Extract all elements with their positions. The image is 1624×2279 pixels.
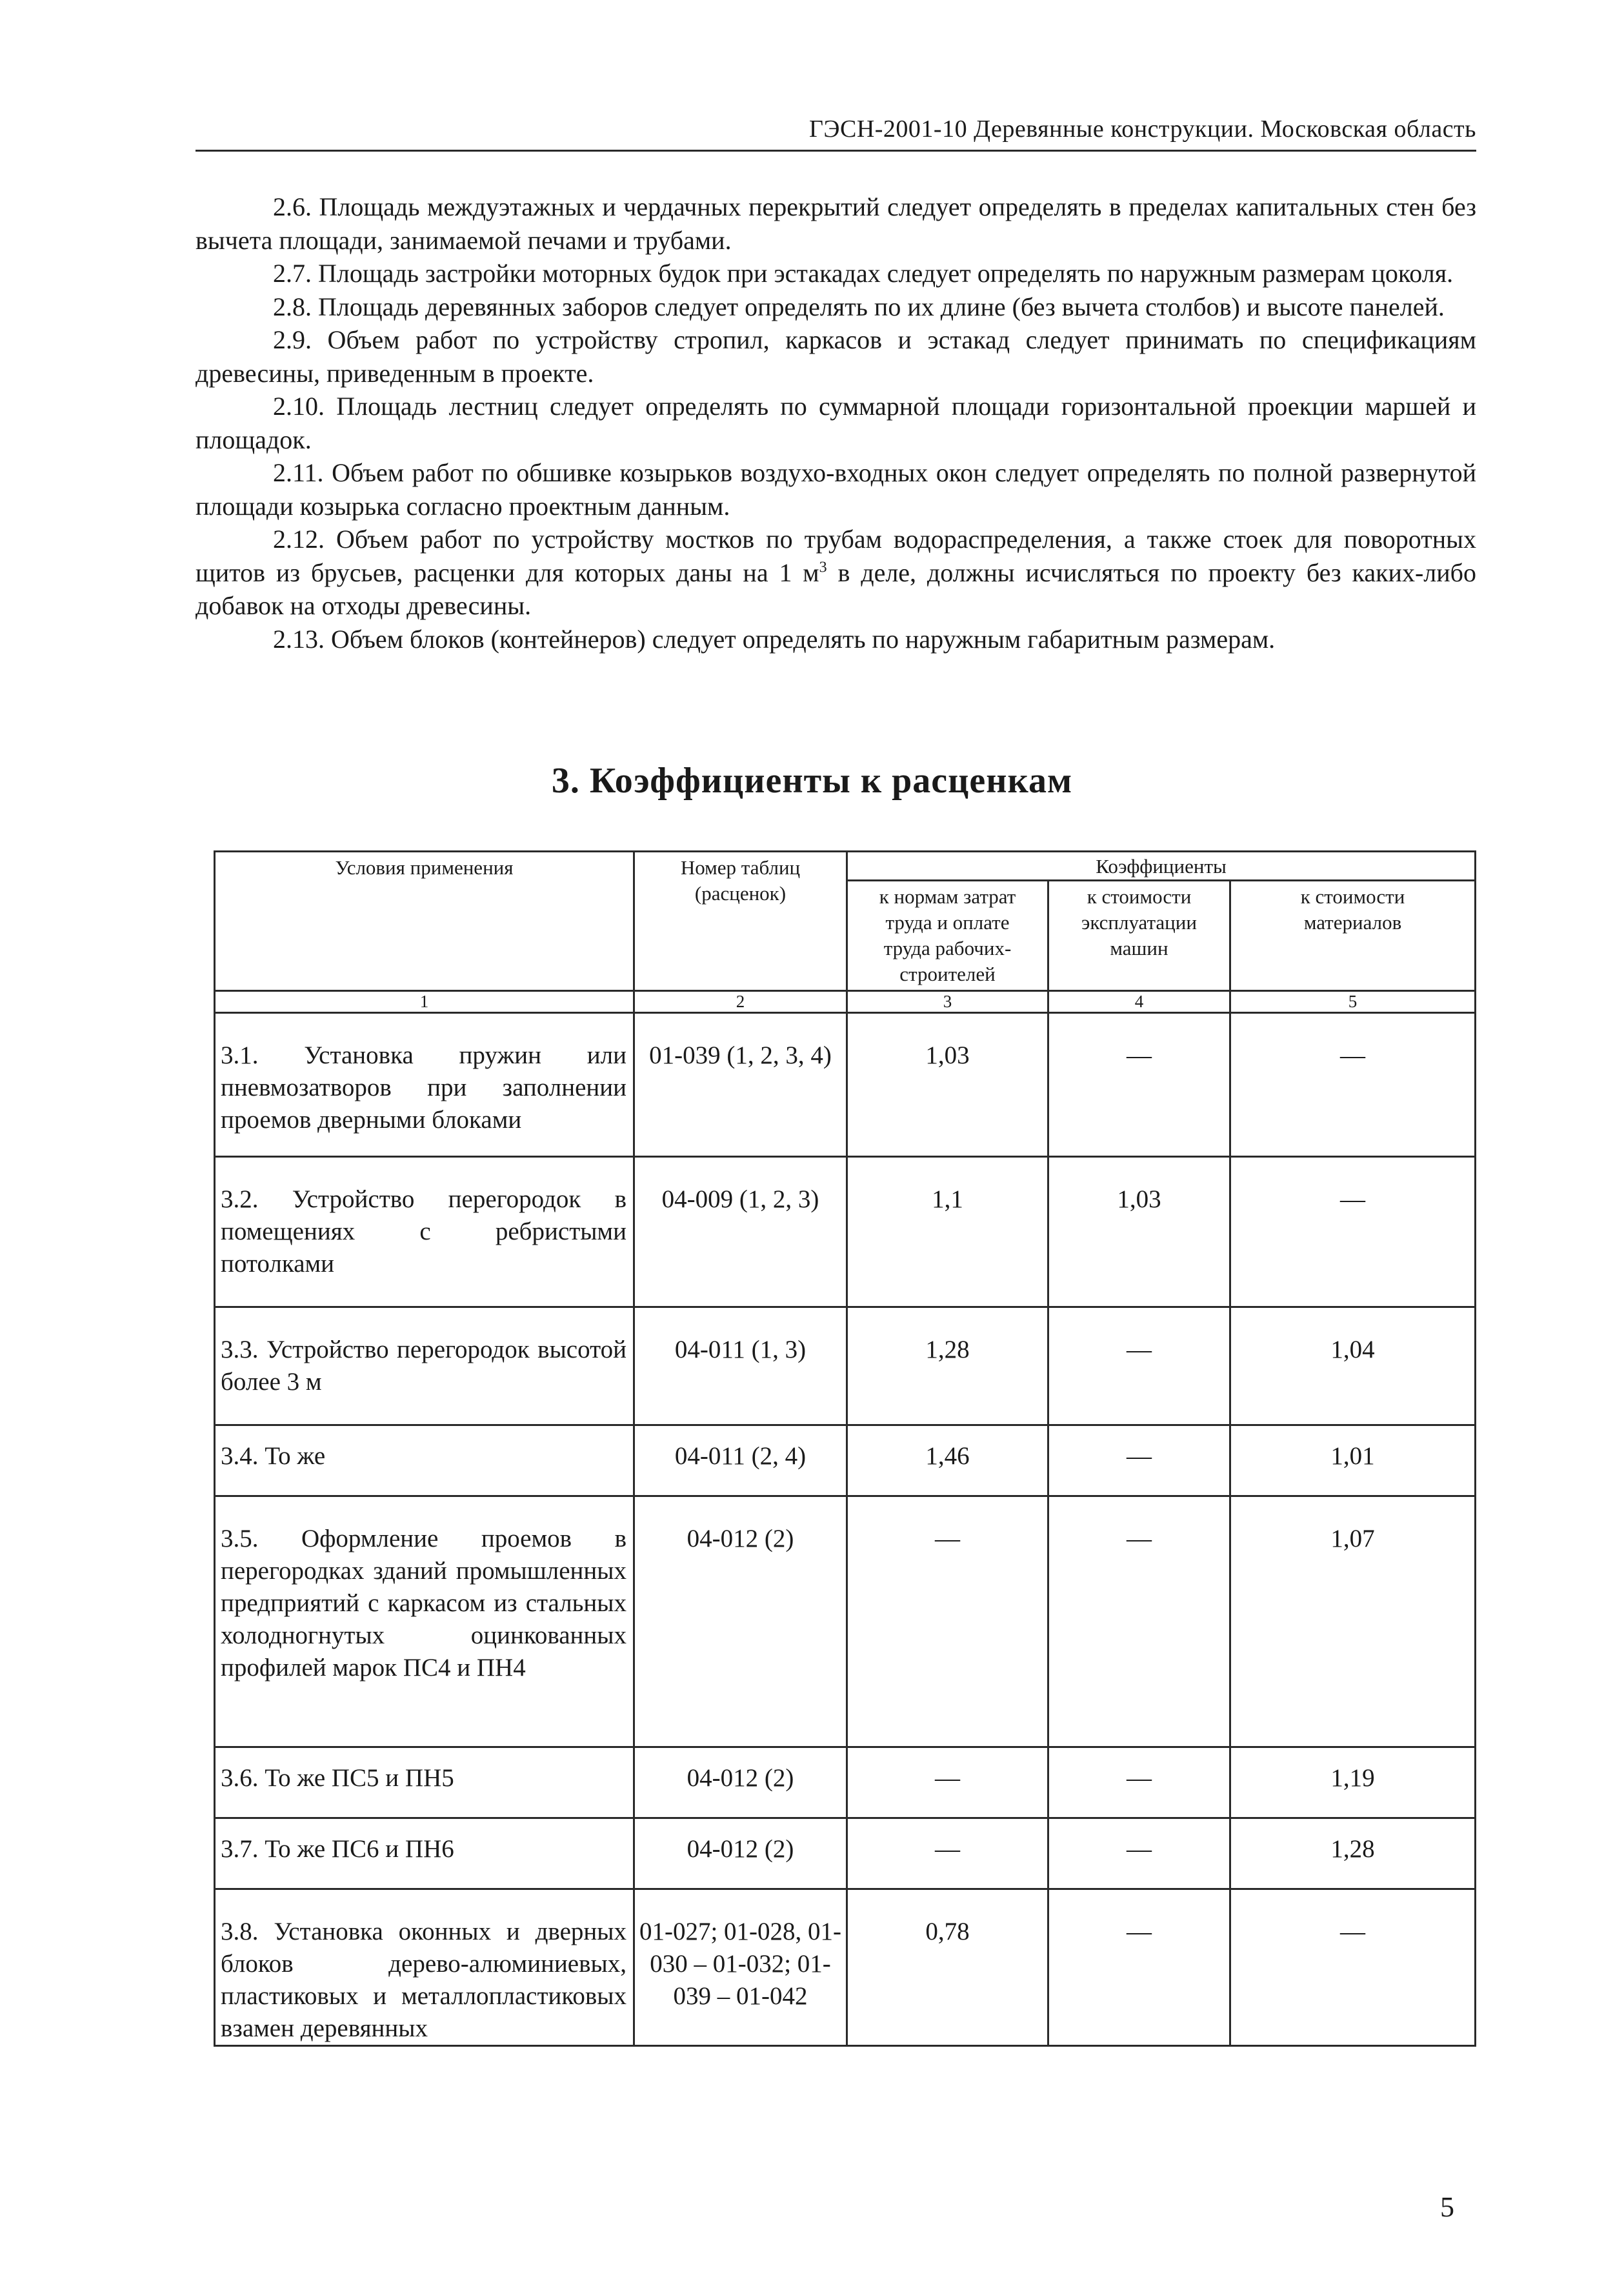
labor-coef-cell: 1,03 <box>847 1013 1048 1157</box>
condition-cell: 3.7. То же ПС6 и ПН6 <box>215 1818 634 1889</box>
section-title: 3. Коэффициенты к расценкам <box>551 761 1073 801</box>
labor-coef-cell: 1,1 <box>847 1157 1048 1307</box>
table-row <box>215 1496 1476 1747</box>
machines-coef-cell: — <box>1048 1496 1230 1747</box>
labor-coef-cell: — <box>847 1747 1048 1818</box>
condition-cell: 3.1. Установка пружин или пневмозатворов при заполнении проемов дверными блоками <box>215 1013 634 1157</box>
running-header: ГЭСН-2001-10 Деревянные конструкции. Московская область <box>808 115 1476 143</box>
tables-cell: 04-009 (1, 2, 3) <box>634 1157 847 1307</box>
body-text <box>195 190 1476 656</box>
labor-coef-cell: 1,46 <box>847 1425 1048 1496</box>
condition-cell: 3.5. Оформление проемов в перегородках зданий промышленных предприятий с каркасом из стальных холодногнутых оцинкованных профилей марок ПС4 и ПН4 <box>215 1496 634 1747</box>
tables-cell: 01-039 (1, 2, 3, 4) <box>634 1013 847 1157</box>
paragraph-2-13: 2.13. Объем блоков (контейнеров) следует определять по наружным габаритным размерам. <box>273 624 1276 654</box>
labor-coef-cell: 1,28 <box>847 1307 1048 1425</box>
tables-cell: 04-011 (1, 3) <box>634 1307 847 1425</box>
paragraph-2-8: 2.8. Площадь деревянных заборов следует определять по их длине (без вычета столбов) и высоте панелей. <box>273 292 1445 321</box>
paragraph-2-6: 2.6. Площадь междуэтажных и чердачных перекрытий следует определять в пределах капитальных стен без вычета площади, занимаемой печами и трубами. <box>195 192 1476 255</box>
condition-cell: 3.8. Установка оконных и дверных блоков дерево-алюминиевых, пластиковых и металлопластиковых взамен деревянных <box>215 1889 634 2046</box>
header-machines: к стоимости эксплуатации машин <box>1048 881 1230 991</box>
table-row <box>215 1013 1476 1157</box>
materials-coef-cell: — <box>1230 1013 1476 1157</box>
labor-coef-cell: — <box>847 1496 1048 1747</box>
labor-coef-cell: 0,78 <box>847 1889 1048 2046</box>
materials-coef-cell: — <box>1230 1889 1476 2046</box>
materials-coef-cell: 1,04 <box>1230 1307 1476 1425</box>
condition-cell: 3.2. Устройство перегородок в помещениях с ребристыми потолками <box>215 1157 634 1307</box>
materials-coef-cell: 1,07 <box>1230 1496 1476 1747</box>
tables-cell: 04-012 (2) <box>634 1818 847 1889</box>
column-number: 2 <box>634 991 847 1013</box>
paragraph-2-9: 2.9. Объем работ по устройству стропил, каркасов и эстакад следует принимать по спецификациям древесины, приведенным в проекте. <box>195 325 1476 388</box>
materials-coef-cell: — <box>1230 1157 1476 1307</box>
machines-coef-cell: — <box>1048 1747 1230 1818</box>
header-conditions: Условия применения <box>215 852 634 991</box>
header-table-number: Номер таблиц (расценок) <box>634 852 847 991</box>
paragraph-2-12-text: 2.12. Объем работ по устройству мостков по трубам водораспределения, а также стоек для поворотных щитов из брусьев, расценки для которых даны на 1 м <box>195 525 1476 587</box>
page-number: 5 <box>1440 2191 1454 2223</box>
materials-coef-cell: 1,28 <box>1230 1818 1476 1889</box>
machines-coef-cell: — <box>1048 1889 1230 2046</box>
header-labor: к нормам затрат труда и оплате труда рабочих-строителей <box>847 881 1048 991</box>
table-row <box>215 1157 1476 1307</box>
coefficients-table <box>214 850 1476 2047</box>
column-number: 5 <box>1230 991 1476 1013</box>
paragraph-2-7: 2.7. Площадь застройки моторных будок при эстакадах следует определять по наружным размерам цоколя. <box>273 259 1454 288</box>
materials-coef-cell: 1,01 <box>1230 1425 1476 1496</box>
table-row <box>215 1747 1476 1818</box>
machines-coef-cell: — <box>1048 1013 1230 1157</box>
paragraph-2-12-tail: в деле, должны исчисляться по проекту без каких-либо добавок на отходы древесины. <box>195 557 1477 620</box>
cubic-superscript: 3 <box>819 559 827 576</box>
machines-coef-cell: — <box>1048 1425 1230 1496</box>
tables-cell: 04-012 (2) <box>634 1496 847 1747</box>
condition-cell: 3.6. То же ПС5 и ПН5 <box>215 1747 634 1818</box>
header-rule <box>195 150 1476 152</box>
tables-cell: 04-011 (2, 4) <box>634 1425 847 1496</box>
machines-coef-cell: 1,03 <box>1048 1157 1230 1307</box>
header-materials: к стоимости материалов <box>1230 881 1476 991</box>
table-row <box>215 1307 1476 1425</box>
paragraph-2-10: 2.10. Площадь лестниц следует определять по суммарной площади горизонтальной проекции маршей и площадок. <box>195 392 1476 454</box>
condition-cell: 3.3. Устройство перегородок высотой более 3 м <box>215 1307 634 1425</box>
tables-cell: 01-027; 01-028, 01-030 – 01-032; 01-039 – 01-042 <box>634 1889 847 2046</box>
machines-coef-cell: — <box>1048 1818 1230 1889</box>
table-row <box>215 1818 1476 1889</box>
machines-coef-cell: — <box>1048 1307 1230 1425</box>
column-number: 3 <box>847 991 1048 1013</box>
tables-cell: 04-012 (2) <box>634 1747 847 1818</box>
materials-coef-cell: 1,19 <box>1230 1747 1476 1818</box>
condition-cell: 3.4. То же <box>215 1425 634 1496</box>
column-number: 1 <box>215 991 634 1013</box>
header-coefficients: Коэффициенты <box>847 852 1476 881</box>
table-row <box>215 1889 1476 2046</box>
labor-coef-cell: — <box>847 1818 1048 1889</box>
paragraph-2-11: 2.11. Объем работ по обшивке козырьков воздухо-входных окон следует определять по полной развернутой площади козырька согласно проектным данным. <box>195 458 1476 521</box>
table-row <box>215 1425 1476 1496</box>
paragraph-2-12 <box>195 523 1476 623</box>
column-number: 4 <box>1048 991 1230 1013</box>
